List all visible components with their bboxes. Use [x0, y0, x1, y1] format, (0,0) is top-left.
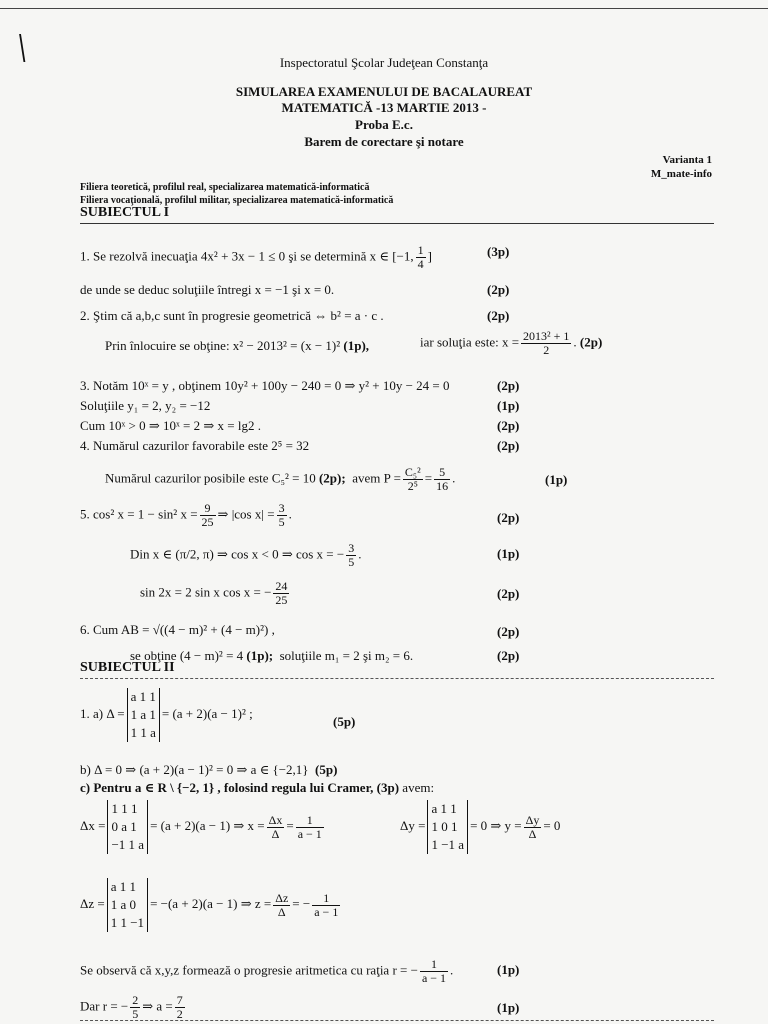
item-3-line-c: Cum 10ˣ > 0 ⇒ 10ˣ = 2 ⇒ x = lg2 . — [80, 418, 261, 433]
profile-code: M_mate-info — [650, 168, 712, 180]
item-3-line-a: 3. Notăm 10ˣ = y , obţinem 10y² + 100y − 240 = 0 ⇒ y² + 10y − 24 = 0 — [80, 378, 450, 393]
ratio-conclusion: Dar r = − $\frac{2}{5}$ ⇒ a = $\frac{7}{2}$ — [80, 993, 183, 1021]
delta-y-line: Δy = a 1 1 1 0 1 1 −1 a = 0 ⇒ y = $\frac{\Delta y}{\Delta}$ = 0 — [400, 801, 561, 852]
bottom-rule — [80, 1020, 714, 1021]
section-1-title: SUBIECTUL I — [80, 205, 170, 220]
item-3-points-a: (2p) — [497, 378, 520, 393]
item-3-points-c: (2p) — [497, 418, 520, 433]
item-II-1a: 1. a) Δ = a 1 1 1 a 1 1 1 a = (a + 2)(a − 1)² ; — [80, 689, 253, 740]
item-3-points-b: (1p) — [497, 398, 520, 413]
item-5-line-a: 5. cos² x = 1 − sin² x = $\frac{9}{25}$ ⇒ |cos x| = $\frac{3}{5}$ . — [80, 501, 292, 529]
ratio-points: (1p) — [497, 1000, 520, 1015]
determinant-delta-y: a 1 1 1 0 1 1 −1 a — [427, 800, 468, 854]
determinant-delta: a 1 1 1 a 1 1 1 a — [127, 688, 160, 742]
item-6-points-b: (2p) — [497, 648, 520, 663]
variant-label: Varianta 1 — [662, 154, 712, 166]
item-1-points-a: (3p) — [487, 244, 510, 259]
section-1-rule — [80, 223, 714, 224]
item-5-line-c: sin 2x = 2 sin x cos x = − $\frac{24}{25}$ — [140, 579, 288, 607]
item-2-solution: iar soluţia este: x = $\frac{\text{2013² + 1}}{2}$ . (2p) — [420, 329, 603, 357]
delta-z-line: Δz = a 1 1 1 a 0 1 1 −1 = −(a + 2)(a − 1) ⇒ z = $\frac{\Delta z}{\Delta}$ = − $\frac{1}{a - 1}$ — [80, 879, 339, 930]
item-II-1b: b) Δ = 0 ⇒ (a + 2)(a − 1)² = 0 ⇒ a ∈ {−2,1} (5p) — [80, 762, 338, 777]
title-line-3: Proba E.c. — [355, 117, 413, 132]
item-6-line-b: se obţine (4 − m)² = 4 (1p); soluţiile m₁ = 2 şi m₂ = 6. — [130, 648, 414, 663]
item-2-points-a: (2p) — [487, 308, 510, 323]
item-4-line-b: Numărul cazurilor posibile este C₅² = 10 (2p); avem P = $\frac{\text{C₅²}}{\text{2⁵}}$ = $\frac{5}{16}$ . — [105, 465, 456, 493]
item-1-points-b: (2p) — [487, 282, 510, 297]
item-2-line-b: Prin înlocuire se obţine: x² − 2013² = (x − 1)² (1p), — [105, 338, 370, 353]
top-border — [0, 8, 768, 9]
filiera-2: Filiera vocaţională, profilul militar, specializarea matematică-informatică — [80, 195, 394, 206]
delta-x-line: Δx = 1 1 1 0 a 1 −1 1 a = (a + 2)(a − 1) ⇒ x = $\frac{\Delta x}{\Delta}$ = $\frac{1}{a - 1}$ — [80, 801, 322, 852]
inspectorate: Inspectoratul Şcolar Judeţean Constanţa — [279, 55, 489, 70]
item-1-line-b: de unde se deduc soluţiile întregi x = −1 şi x = 0. — [80, 282, 335, 297]
margin-mark: \ — [19, 28, 26, 68]
title-line-2: MATEMATICĂ -13 MARTIE 2013 - — [281, 100, 487, 115]
item-4-points-a: (2p) — [497, 438, 520, 453]
item-II-1a-points: (5p) — [333, 714, 356, 729]
item-6-line-a: 6. Cum AB = √((4 − m)² + (4 − m)²) , — [80, 622, 275, 637]
title-line-4: Barem de corectare şi notare — [304, 134, 464, 149]
item-5-points-b: (1p) — [497, 546, 520, 561]
item-II-1c: c) Pentru a ∈ R \ {−2, 1} , folosind regula lui Cramer, (3p) avem: — [80, 780, 435, 795]
item-6-points-a: (2p) — [497, 624, 520, 639]
determinant-delta-z: a 1 1 1 a 0 1 1 −1 — [107, 878, 148, 932]
item-5-line-b: Din x ∈ (π/2, π) ⇒ cos x < 0 ⇒ cos x = − $\frac{3}{5}$ . — [130, 541, 362, 569]
item-4-line-a: 4. Numărul cazurilor favorabile este 2⁵ = 32 — [80, 438, 310, 453]
item-3-line-b: Soluţiile y₁ = 2, y₂ = −12 — [80, 398, 211, 413]
item-5-points-c: (2p) — [497, 586, 520, 601]
progression-note: Se observă că x,y,z formează o progresie aritmetica cu raţia r = − $\frac{1}{a - 1}$ . — [80, 957, 454, 985]
title-line-1: SIMULAREA EXAMENULUI DE BACALAUREAT — [235, 84, 533, 99]
determinant-delta-x: 1 1 1 0 a 1 −1 1 a — [107, 800, 148, 854]
filiera-1: Filiera teoretică, profilul real, specializarea matematică-informatică — [80, 182, 370, 193]
item-1-line-a: 1. Se rezolvă inecuaţia 4x² + 3x − 1 ≤ 0 şi se determină x ∈ [−1, $\frac{1}{4}$ ] — [80, 243, 432, 271]
section-2-rule — [80, 678, 714, 679]
item-4-points-b: (1p) — [545, 472, 568, 487]
progression-points: (1p) — [497, 962, 520, 977]
item-2-line-a: 2. Ştim că a,b,c sunt în progresie geometrică ⇔ b² = a · c . — [80, 308, 384, 323]
section-2-title: SUBIECTUL II — [80, 660, 175, 675]
item-5-points-a: (2p) — [497, 510, 520, 525]
